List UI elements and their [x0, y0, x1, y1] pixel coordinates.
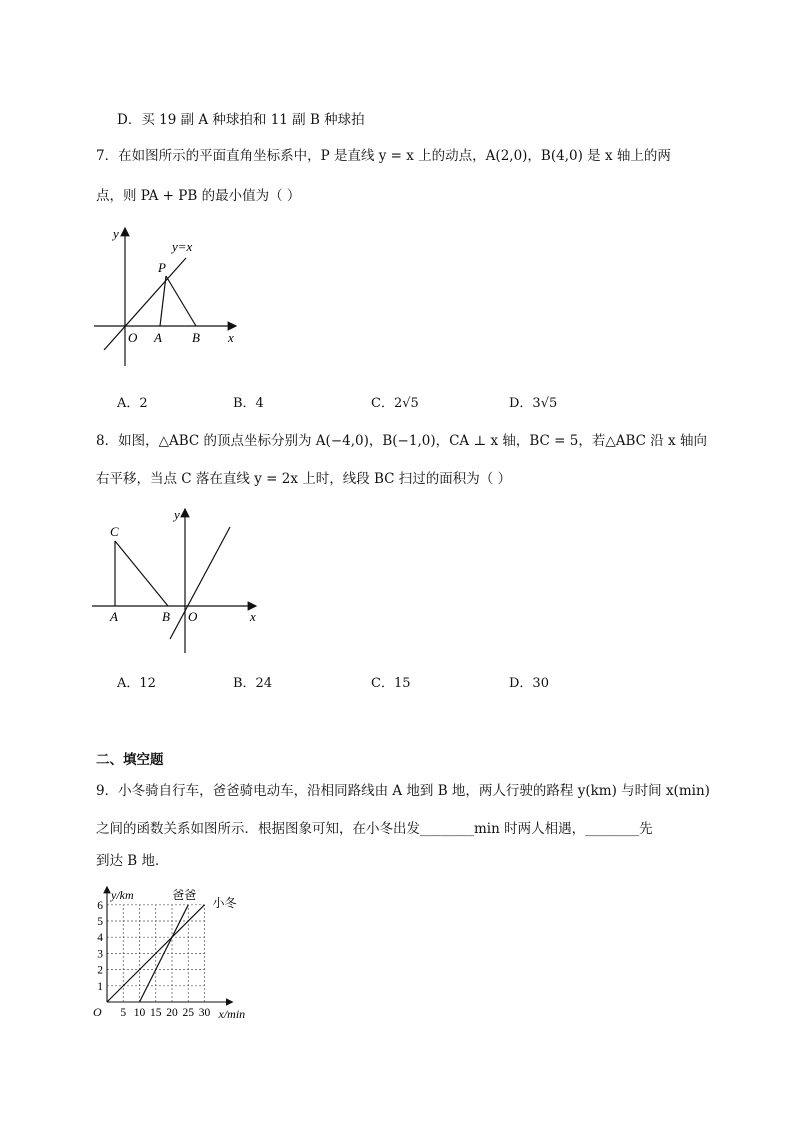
q9-chart: [90, 880, 270, 1020]
q8-line-y-eq-2x: [170, 527, 230, 639]
q7-text-line1: 7．在如图所示的平面直角坐标系中，P 是直线 y = x 上的动点，A(2,0)，B(4,0) 是 x 轴上的两: [96, 148, 671, 164]
q8-label-y: y: [174, 507, 180, 522]
y-tick-label: 4: [97, 932, 103, 945]
q7-label-b: B: [192, 330, 200, 345]
y-axis-label: y/km: [111, 887, 134, 902]
section-title: 二、填空题: [96, 752, 164, 768]
q8-option-c: C．15: [371, 676, 411, 691]
q8-segment-cb: [115, 541, 168, 606]
q8-label-a: A: [110, 609, 118, 624]
q7-line-y-eq-x: [104, 258, 186, 350]
x-tick-label: 15: [150, 1007, 162, 1019]
q7-label-a: A: [154, 330, 162, 345]
q7-figure: [90, 222, 250, 372]
q7-label-o: O: [128, 330, 138, 345]
q8-label-o: O: [188, 609, 198, 624]
q8-label-c: C: [110, 524, 119, 539]
q6-option-d: D．买 19 副 A 种球拍和 11 副 B 种球拍: [117, 112, 365, 128]
q8-label-b: B: [162, 609, 170, 624]
q7-label-y: y: [113, 226, 119, 241]
series-line: [107, 905, 205, 1002]
y-tick-label: 2: [97, 964, 103, 977]
q8-option-b: B．24: [233, 676, 273, 691]
q7-segment-pb: [166, 276, 196, 326]
y-tick-label: 3: [97, 948, 103, 961]
y-tick-label: 1: [97, 980, 103, 993]
q7-text-line2: 点，则 PA + PB 的最小值为（ ）: [96, 188, 301, 204]
x-tick-label: 25: [182, 1007, 194, 1019]
x-tick-label: 10: [133, 1007, 146, 1019]
q9-text-line1: 9．小冬骑自行车，爸爸骑电动车，沿相同路线由 A 地到 B 地，两人行驶的路程 y(km) 与时间 x(min): [96, 783, 710, 799]
y-tick-label: 6: [97, 899, 103, 912]
q8-option-a: A．12: [117, 676, 156, 691]
q8-option-d: D．30: [509, 676, 549, 691]
q9-text-line2: 之间的函数关系如图所示．根据图象可知，在小冬出发________min 时两人相遇，________先: [96, 821, 653, 837]
q7-label-x: x: [228, 330, 234, 345]
q7-option-b: B．4: [233, 396, 264, 411]
q7-label-p: P: [158, 260, 166, 275]
q9-text-line3: 到达 B 地．: [96, 853, 169, 869]
x-axis-label: x/min: [218, 1007, 246, 1020]
q8-text-line2: 右平移，当点 C 落在直线 y = 2x 上时，线段 BC 扫过的面积为（ ）: [96, 471, 512, 487]
series-label: 爸爸: [172, 887, 197, 902]
x-tick-label: 5: [120, 1007, 127, 1019]
q7-option-c: C．2√5: [371, 396, 419, 411]
y-tick-label: 5: [97, 916, 103, 928]
origin-label: O: [93, 1005, 102, 1019]
q7-label-line: y=x: [172, 239, 193, 254]
q8-label-x: x: [250, 609, 256, 624]
q8-figure: [88, 503, 268, 658]
series-label: 小冬: [212, 895, 237, 910]
q8-text-line1: 8．如图，△ABC 的顶点坐标分别为 A(−4,0)，B(−1,0)，CA ⊥ x 轴，BC = 5，若△ABC 沿 x 轴向: [96, 433, 707, 449]
x-tick-label: 20: [166, 1007, 178, 1019]
x-tick-label: 30: [198, 1007, 211, 1019]
q7-option-a: A．2: [117, 396, 148, 411]
q7-option-d: D．3√5: [509, 396, 558, 411]
